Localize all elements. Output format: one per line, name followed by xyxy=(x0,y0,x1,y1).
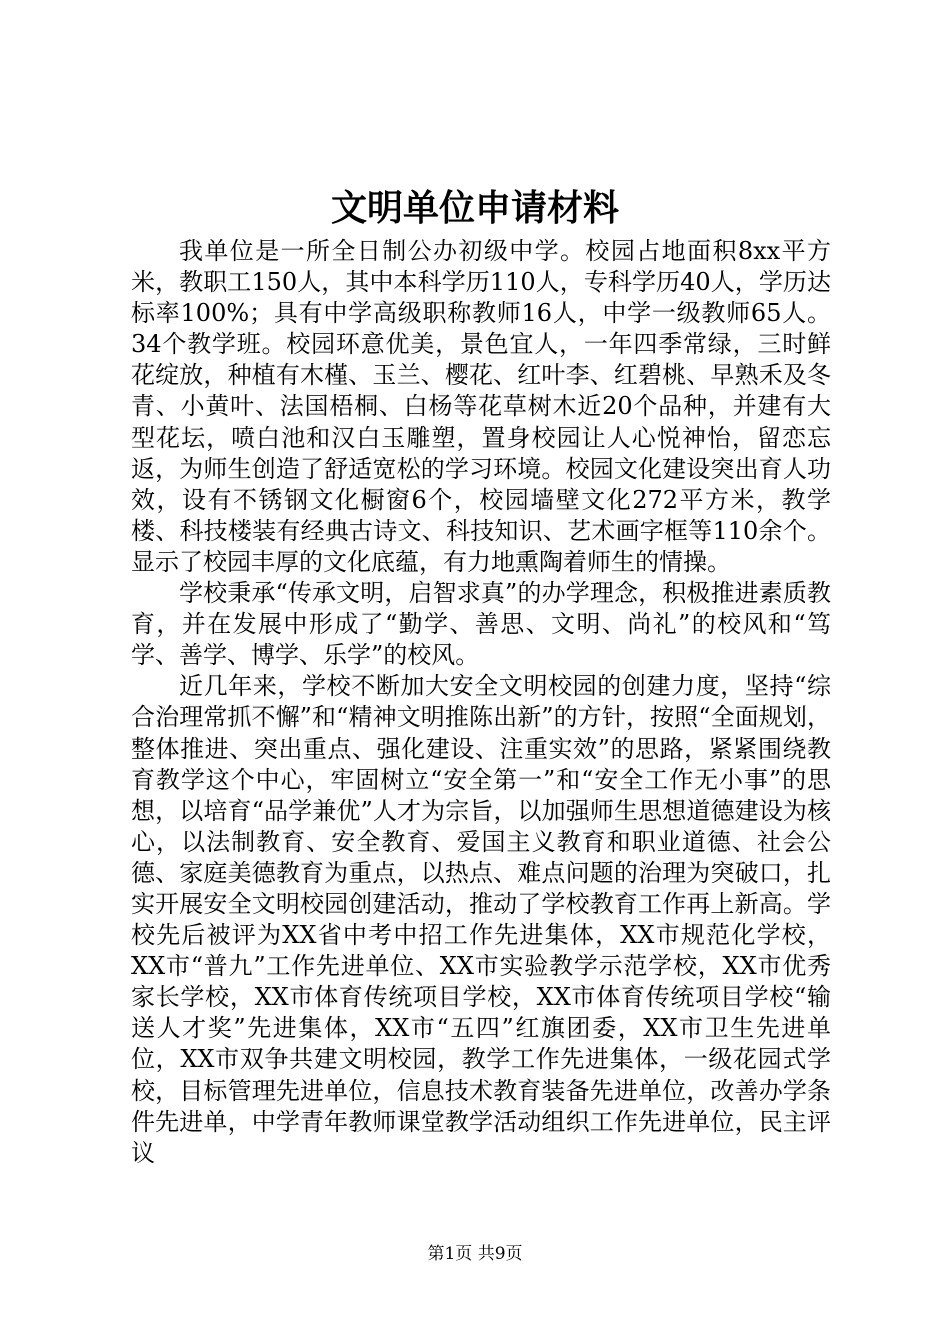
page-number: 第1页 xyxy=(427,1244,473,1264)
paragraph: 近几年来，学校不断加大安全文明校园的创建力度，坚持“综合治理常抓不懈”和“精神文明推陈出新”的方针，按照“全面规划，整体推进、突出重点、强化建设、注重实效”的思路，紧紧围绕教育教学这个中心，牢固树立“安全第一”和“安全工作无小事”的思想，以培育“品学兼优”人才为宗旨，以加强师生思想道德建设为核心，以法制教育、安全教育、爱国主义教育和职业道德、社会公德、家庭美德教育为重点，以热点、难点问题的治理为突破口，扎实开展安全文明校园创建活动，推动了学校教育工作再上新高。学校先后被评为XX省中考中招工作先进集体，XX市规范化学校，XX市“普九”工作先进单位、XX市实验教学示范学校，XX市优秀家长学校，XX市体育传统项目学校，XX市体育传统项目学校“输送人才奖”先进集体，XX市“五四”红旗团委，XX市卫生先进单位，XX市双争共建文明校园，教学工作先进集体，一级花园式学校，目标管理先进单位，信息技术教育装备先进单位，改善办学条件先进单，中学青年教师课堂教学活动组织工作先进单位，民主评议 xyxy=(131,672,831,1167)
paragraph: 我单位是一所全日制公办初级中学。校园占地面积8xx平方米，教职工150人，其中本科学历110人，专科学历40人，学历达标率100%；具有中学高级职称教师16人，中学一级教师65人。34个教学班。校园环意优美，景色宜人，一年四季常绿，三时鲜花绽放，种植有木槿、玉兰、樱花、红叶李、红碧桃、早熟禾及冬青、小黄叶、法国梧桐、白杨等花草树木近20个品种，并建有大型花坛，喷白池和汉白玉雕塑，置身校园让人心悦神怡，留恋忘返，为师生创造了舒适宽松的学习环境。校园文化建设突出育人功效，设有不锈钢文化橱窗6个，校园墙壁文化272平方米，教学楼、科技楼装有经典古诗文、科技知识、艺术画字框等110余个。显示了校园丰厚的文化底蕴，有力地熏陶着师生的情操。 xyxy=(131,237,831,576)
document-title: 文明单位申请材料 xyxy=(330,187,619,229)
page-footer xyxy=(0,1242,950,1266)
paragraph: 学校秉承“传承文明，启智求真”的办学理念，积极推进素质教育，并在发展中形成了“勤学、善思、文明、尚礼”的校风和“笃学、善学、博学、乐学”的校风。 xyxy=(131,579,831,670)
document-body xyxy=(131,236,831,1169)
page-total: 共9页 xyxy=(477,1244,523,1264)
